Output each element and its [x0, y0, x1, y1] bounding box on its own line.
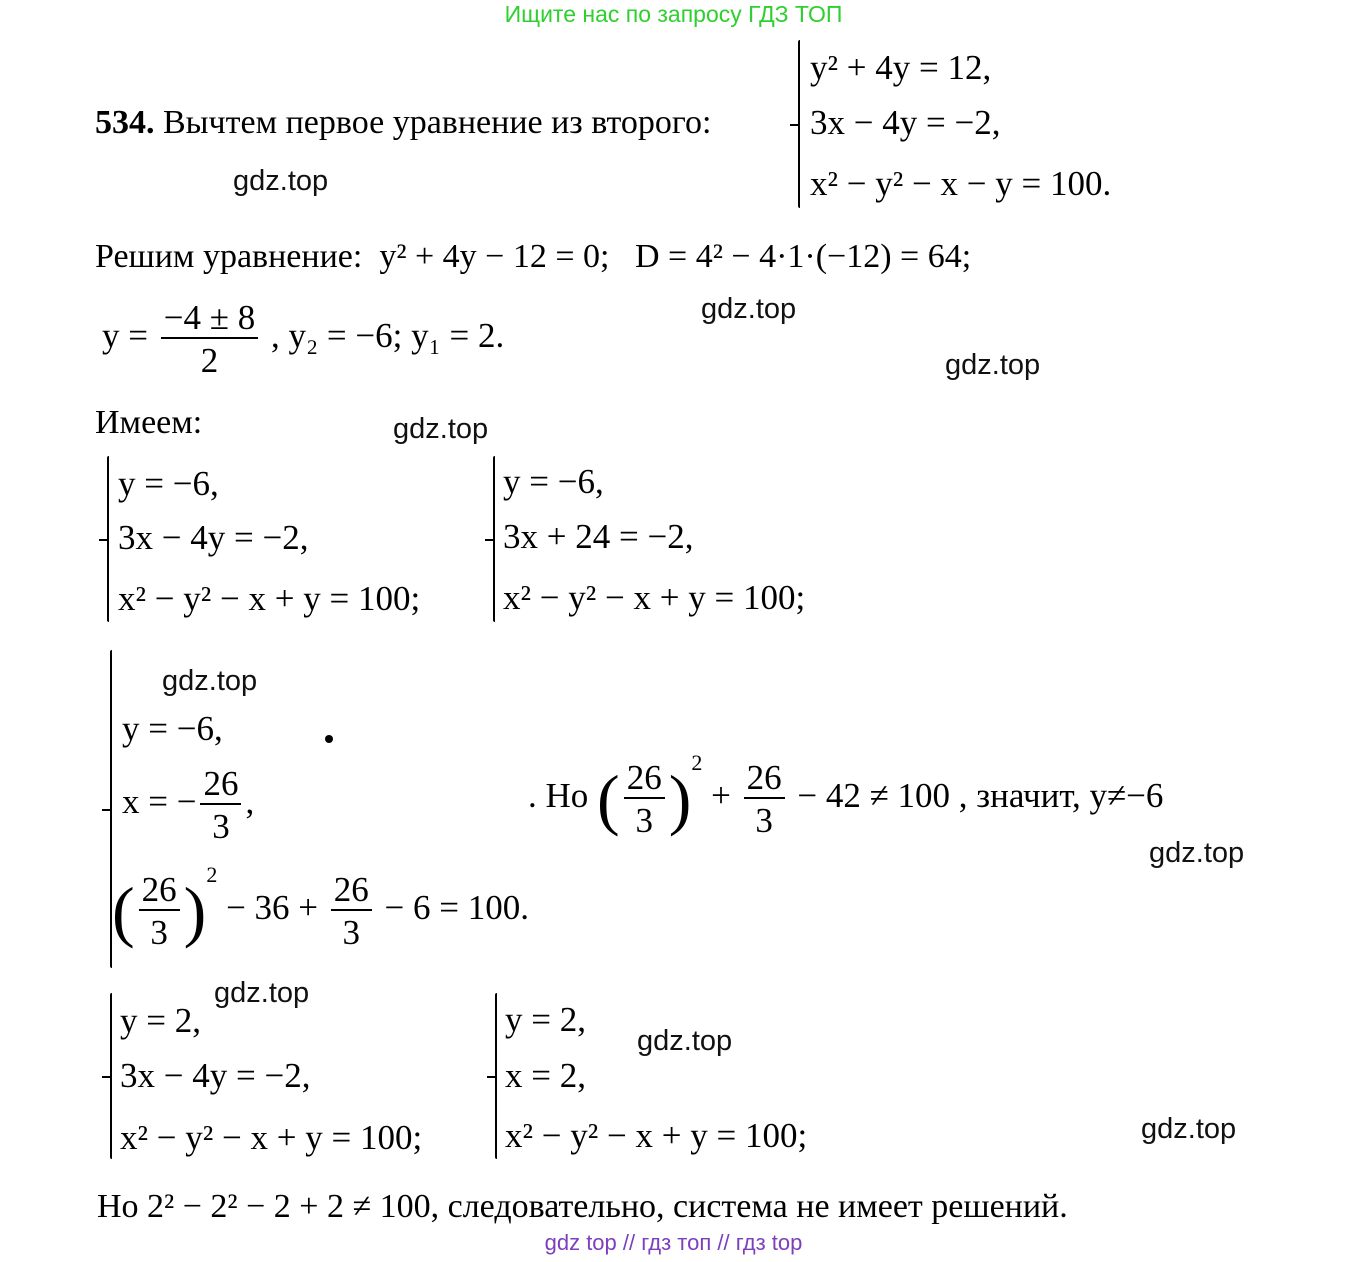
roots-fraction [161, 300, 258, 378]
fraction-numerator: 26 [200, 766, 241, 805]
problem-number: 534. [95, 104, 155, 141]
system4b-line: x² − y² − x + y = 100; [505, 1116, 808, 1155]
watermark: gdz.top [162, 665, 258, 697]
check-prefix: . Но [528, 776, 589, 816]
watermark: gdz.top [214, 977, 310, 1009]
system1-line: 3x − 4y = −2, [810, 103, 1001, 142]
fraction-denominator: 3 [635, 801, 653, 840]
roots-values: , y₂ = −6; y₁ = 2. [270, 316, 505, 356]
system-brace [493, 456, 495, 622]
intro-text: Вычтем первое уравнение из второго: [163, 104, 712, 141]
system4b-line: y = 2, [505, 1000, 586, 1039]
expression-part: − 36 + [217, 888, 327, 928]
system3-line [122, 766, 254, 844]
system2b-line: x² − y² − x + y = 100; [503, 578, 806, 617]
system1-line: y² + 4y = 12, [810, 48, 992, 87]
system4a-line: y = 2, [120, 1001, 201, 1040]
system2a-line: 3x − 4y = −2, [118, 518, 309, 557]
system-brace [110, 993, 112, 1159]
solve-line [95, 240, 971, 274]
system4b-line: x = 2, [505, 1056, 586, 1095]
fraction [139, 872, 180, 950]
conclusion: Но 2² − 2² − 2 + 2 ≠ 100, следовательно, система не имеет решений. [97, 1188, 1068, 1225]
watermark: gdz.top [393, 413, 489, 445]
system-brace [798, 40, 800, 208]
fraction-numerator: 26 [331, 872, 372, 911]
watermark: gdz.top [637, 1025, 733, 1057]
fraction [624, 760, 665, 838]
roots-lhs: y = [102, 316, 148, 356]
fraction-denominator: 3 [150, 913, 168, 952]
footer-links[interactable]: gdz top // гдз топ // гдз top [544, 1230, 803, 1255]
watermark: gdz.top [1141, 1113, 1237, 1145]
system2a-line: y = −6, [118, 464, 219, 503]
problem-intro [95, 106, 711, 140]
system3-line: y = −6, [122, 709, 223, 748]
watermark: gdz.top [233, 165, 329, 197]
system-brace [495, 993, 497, 1159]
fraction-numerator: 26 [624, 760, 665, 799]
quadratic-equation: y² + 4y − 12 = 0; [379, 238, 610, 275]
stray-dot [325, 735, 333, 743]
fraction-numerator: −4 ± 8 [161, 300, 258, 339]
watermark: gdz.top [1149, 837, 1245, 869]
system1-line: x² − y² − x − y = 100. [810, 164, 1112, 203]
exponent: 2 [206, 862, 218, 887]
fraction [331, 872, 372, 950]
fraction-denominator: 3 [342, 913, 361, 952]
watermark: gdz.top [701, 293, 797, 325]
check-line: . Но ( $\frac{26}{3}$ )$^2$ + $\frac{26}{3}$ − 42 ≠ 100 , значит, y≠−6 [528, 750, 1164, 840]
system3-line: ( $\frac{26}{3}$ )$^2$ − 36 + $\frac{26}{3}$ − 6 = 100. [112, 862, 530, 952]
have-label: Имеем: [95, 404, 203, 441]
system2b-line: y = −6, [503, 462, 604, 501]
fraction-denominator: 3 [212, 807, 230, 846]
solve-label: Решим уравнение: [95, 238, 363, 275]
system-brace [107, 456, 109, 622]
roots-line [102, 300, 504, 378]
system2b-line: 3x + 24 = −2, [503, 517, 694, 556]
fraction-numerator: 26 [139, 872, 180, 911]
x-lhs: x = − [122, 782, 197, 822]
discriminant: D = 4² − 4·1·(−12) = 64; [634, 238, 972, 275]
expression-part: − 6 = 100. [375, 888, 530, 928]
fraction [744, 760, 785, 838]
fraction-numerator: 26 [744, 760, 785, 799]
fraction-denominator: 3 [755, 801, 773, 840]
comma: , [245, 782, 255, 822]
search-hint-link[interactable]: Ищите нас по запросу ГДЗ ТОП [504, 1, 843, 27]
system4a-line: x² − y² − x + y = 100; [120, 1118, 423, 1157]
fraction [200, 766, 241, 844]
exponent: 2 [691, 750, 703, 775]
check-result: − 42 ≠ 100 , значит, y≠−6 [788, 776, 1164, 816]
system4a-line: 3x − 4y = −2, [120, 1056, 311, 1095]
fraction-denominator: 2 [200, 341, 219, 380]
watermark: gdz.top [945, 349, 1041, 381]
plus: + [702, 776, 740, 816]
system2a-line: x² − y² − x + y = 100; [118, 579, 421, 618]
